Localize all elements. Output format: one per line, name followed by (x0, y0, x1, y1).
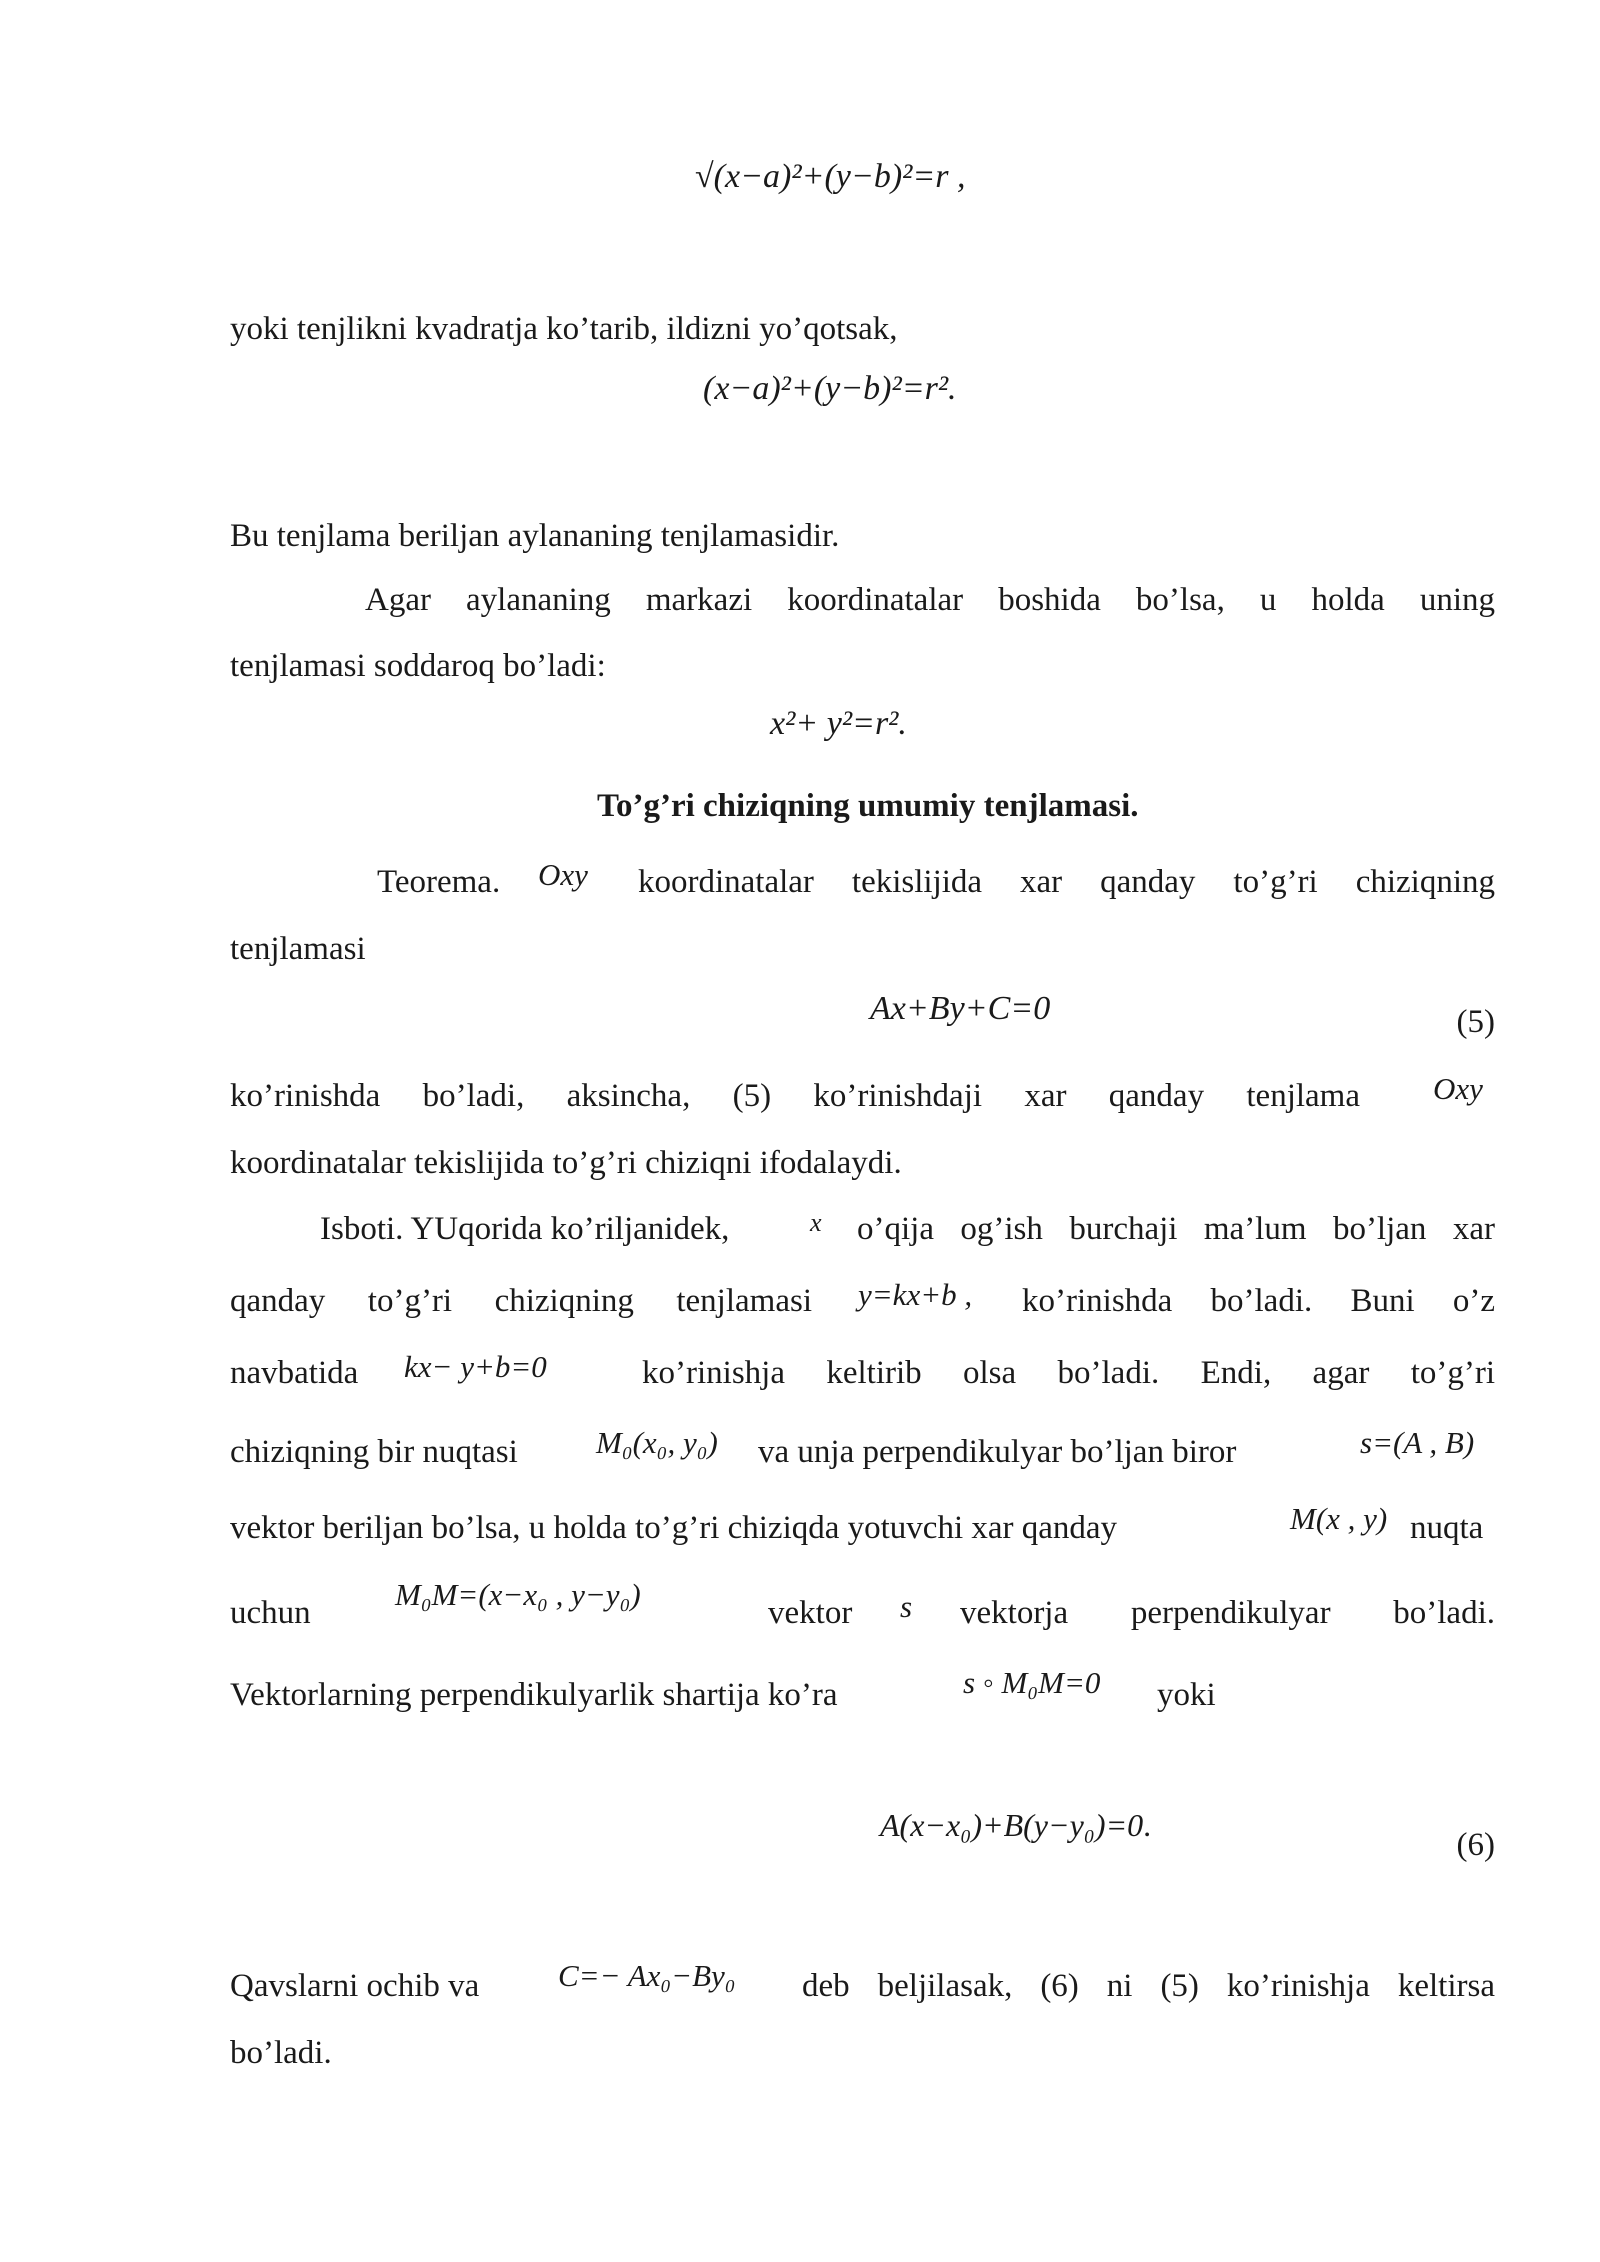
proof-line6-a: uchun (230, 1595, 311, 1631)
proof-line7-b: yoki (1157, 1677, 1216, 1713)
formula-c: C=− Ax₀−By₀ (558, 1958, 736, 1993)
equation-5: Ax+By+C=0 (870, 990, 1051, 1027)
equation-6-number: (6) (1456, 1827, 1495, 1863)
proof-line3-b: ko’rinishja keltirib olsa bo’ladi. Endi, agar to’g’ri (642, 1355, 1495, 1391)
proof-line6-c: vektorja perpendikulyar bo’ladi. (960, 1595, 1495, 1631)
paragraph-qavslar-a: Qavslarni ochib va (230, 1968, 480, 2004)
theorem-text-line1: koordinatalar tekislijida xar qanday to’g’ri chiziqning (638, 864, 1495, 900)
proof-line2-a: qanday to’g’ri chiziqning tenjlamasi (230, 1283, 812, 1319)
formula-s-vector: s=(A , B) (1360, 1425, 1475, 1460)
formula-kxyb: kx− y+b=0 (404, 1349, 547, 1384)
equation-circle: (x−a)²+(y−b)²=r². (703, 370, 957, 407)
section-heading: To’g’ri chiziqning umumiy tenjlamasi. (597, 788, 1139, 824)
paragraph-agar-line1: Agar aylananing markazi koordinatalar boshida bo’lsa, u holda uning (365, 582, 1495, 618)
proof-line7-a: Vektorlarning perpendikulyarlik shartija ko’ra (230, 1677, 838, 1713)
proof-line5-a: vektor beriljan bo’lsa, u holda to’g’ri chiziqda yotuvchi xar qanday (230, 1510, 1118, 1546)
equation-origin: x²+ y²=r². (770, 705, 907, 742)
equation-sqrt: √(x−a)²+(y−b)²=r , (695, 158, 966, 195)
formula-ykxb: y=kx+b , (858, 1277, 973, 1312)
paragraph-aylana: Bu tenjlama beriljan aylananing tenjlamasidir. (230, 518, 840, 554)
proof-line5-b: nuqta (1410, 1510, 1484, 1546)
paragraph-korinishda-line2: koordinatalar tekislijida to’g’ri chiziqni ifodalaydi. (230, 1145, 902, 1181)
paragraph-qavslar-b: deb beljilasak, (6) ni (5) ko’rinishja keltirsa (802, 1968, 1495, 2004)
theorem-text-line2: tenjlamasi (230, 931, 366, 967)
paragraph-kvadrat: yoki tenjlikni kvadratja ko’tarib, ildizni yo’qotsak, (230, 311, 898, 347)
theorem-label: Teorema. (377, 864, 501, 900)
paragraph-agar-line2: tenjlamasi soddaroq bo’ladi: (230, 648, 606, 684)
paragraph-qavslar-line2: bo’ladi. (230, 2035, 332, 2071)
paragraph-korinishda-line1: ko’rinishda bo’ladi, aksincha, (5) ko’rinishdaji xar qanday tenjlama (230, 1078, 1360, 1114)
formula-mxy: M(x , y) (1290, 1501, 1388, 1536)
proof-line4-b: va unja perpendikulyar bo’ljan biror (758, 1434, 1237, 1470)
formula-dot-product: s ◦ M₀M=0 (963, 1665, 1101, 1700)
oxy-symbol-2: Oxy (1433, 1071, 1483, 1106)
vector-s-symbol: s (900, 1589, 913, 1624)
proof-line6-b: vektor (768, 1595, 853, 1631)
oxy-symbol: Oxy (538, 857, 588, 892)
equation-6: A(x−x₀)+B(y−y₀)=0. (880, 1807, 1152, 1843)
formula-m0m: M₀M=(x−x₀ , y−y₀) (395, 1577, 641, 1612)
proof-line1-a: Isboti. YUqorida ko’riljanidek, (320, 1211, 730, 1247)
proof-line4-a: chiziqning bir nuqtasi (230, 1434, 518, 1470)
proof-line1-b: o’qija og’ish burchaji ma’lum bo’ljan xar (857, 1211, 1495, 1247)
x-symbol: x (810, 1208, 822, 1237)
proof-line3-a: navbatida (230, 1355, 359, 1391)
proof-line2-b: ko’rinishda bo’ladi. Buni o’z (1022, 1283, 1495, 1319)
equation-5-number: (5) (1456, 1004, 1495, 1040)
formula-m0: M₀(x₀, y₀) (596, 1425, 718, 1460)
